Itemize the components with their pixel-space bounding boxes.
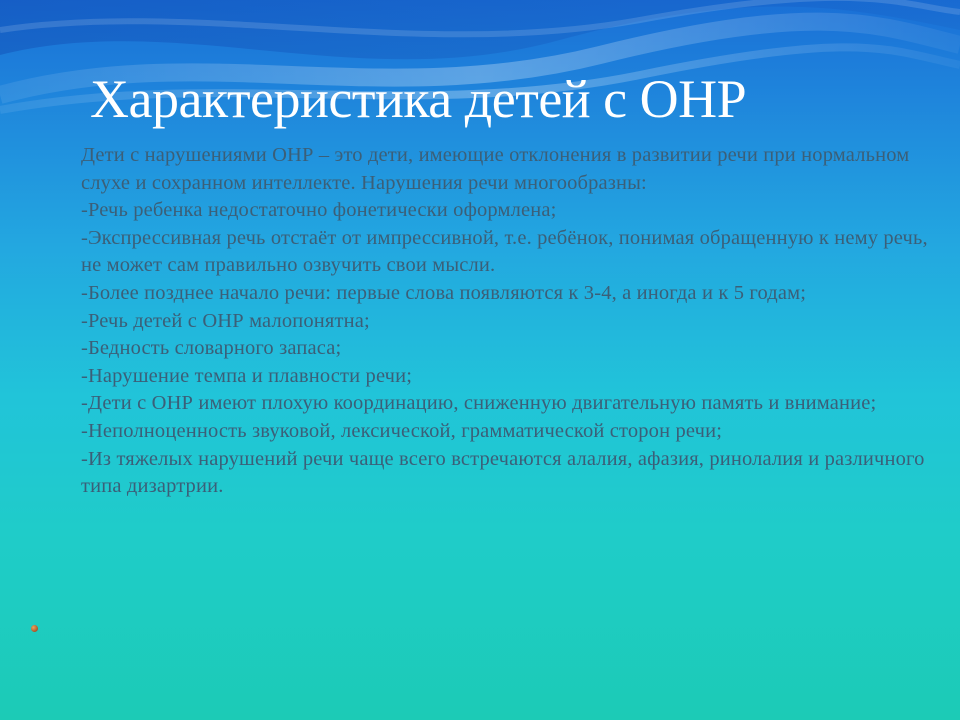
- paragraph-intro: Дети с нарушениями ОНР – это дети, имеющие отклонения в развитии речи при нормальном слухе и сохранном интеллекте. Нарушения речи многообразны:: [81, 144, 910, 194]
- list-item: -Неполноценность звуковой, лексической, грамматической сторон речи;: [81, 419, 723, 442]
- slide-title: Характеристика детей с ОНР: [90, 69, 747, 129]
- slide-body: [81, 142, 941, 501]
- list-item: -Более позднее начало речи: первые слова появляются к 3-4, а иногда и к 5 годам;: [81, 281, 807, 304]
- list-item: -Бедность словарного запаса;: [81, 337, 342, 360]
- list-item: -Речь ребенка недостаточно фонетически оформлена;: [81, 199, 557, 222]
- list-item: -Речь детей с ОНР малопонятна;: [81, 309, 370, 332]
- list-item: -Экспрессивная речь отстаёт от импрессивной, т.е. ребёнок, понимая обращенную к нему речь, не может сам правильно озвучить свои мысли.: [81, 226, 928, 277]
- bullet-dot-icon: [31, 625, 38, 632]
- list-item: -Дети с ОНР имеют плохую координацию, сниженную двигательную память и внимание;: [81, 392, 877, 415]
- list-item: -Нарушение темпа и плавности речи;: [81, 364, 413, 387]
- list-item: -Из тяжелых нарушений речи чаще всего встречаются алалия, афазия, ринолалия и различного типа дизартрии.: [81, 447, 925, 498]
